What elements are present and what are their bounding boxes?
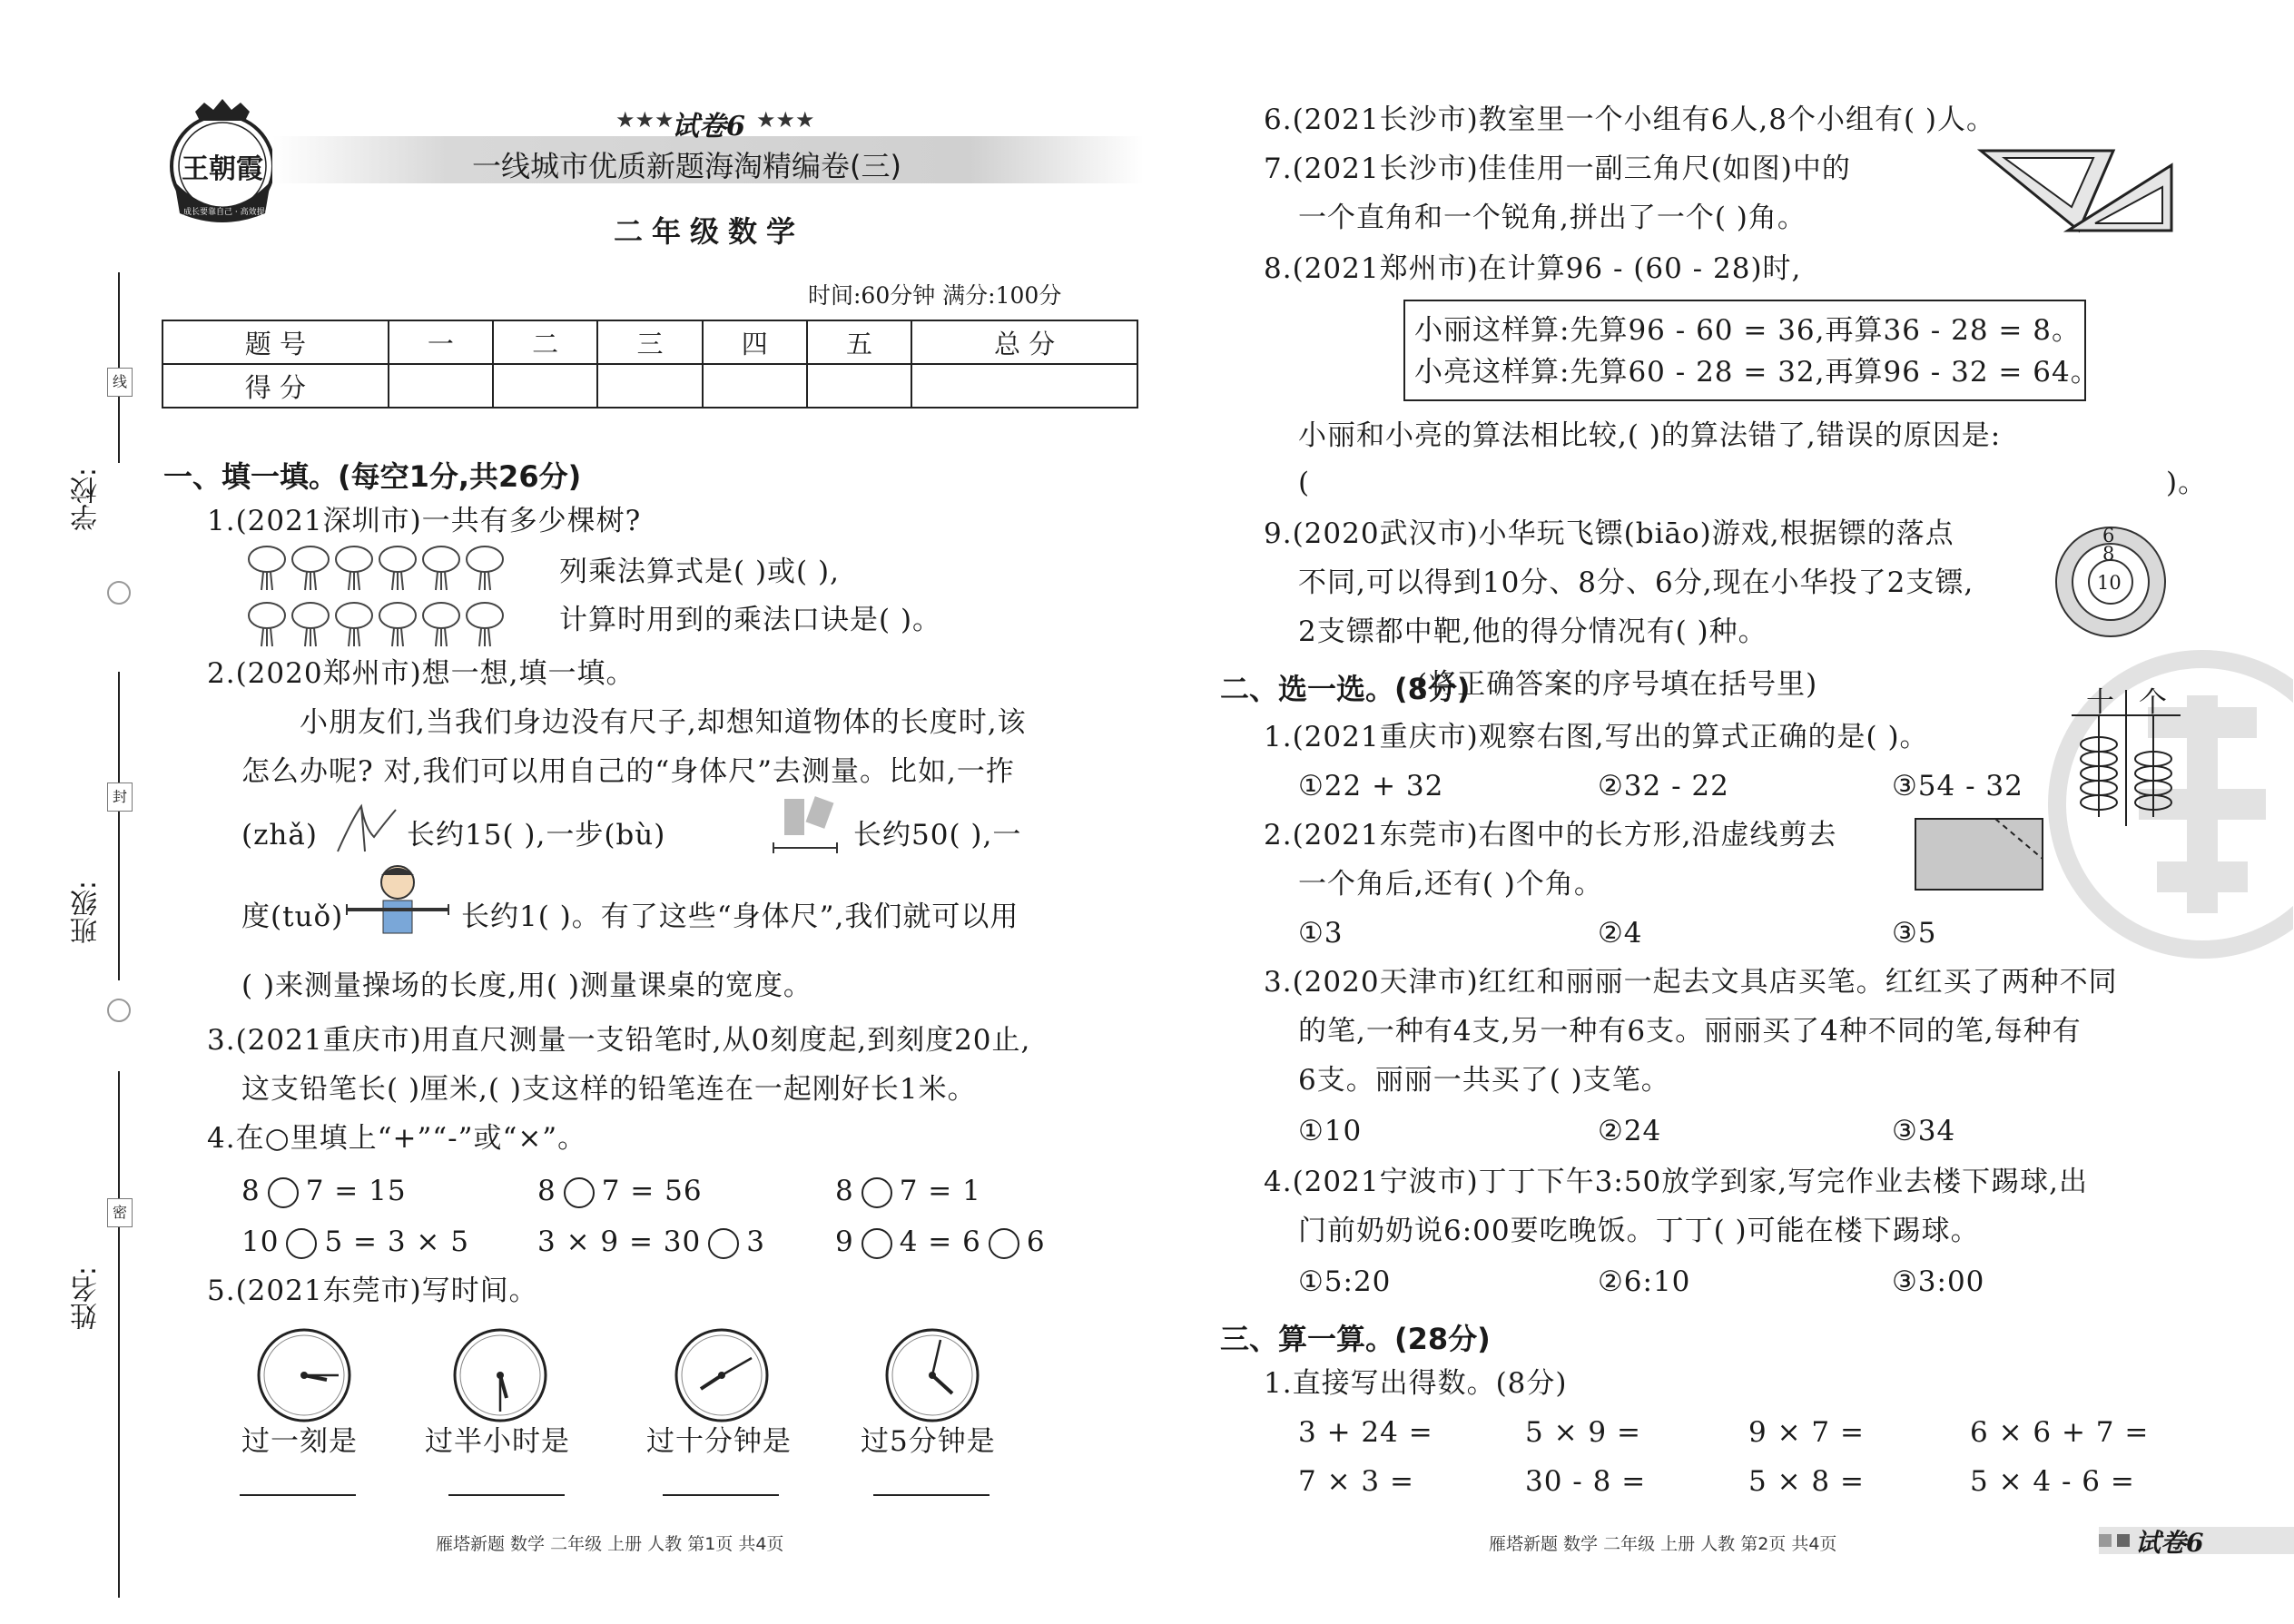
name-label: 姓名: (71, 1266, 103, 1331)
option[interactable]: ③5 (1892, 917, 1937, 950)
operator-circle[interactable] (286, 1228, 317, 1259)
paper-number: 试卷6 (672, 111, 745, 143)
header-stars-left: ★★★ (615, 107, 674, 133)
answer-line[interactable] (448, 1494, 565, 1496)
table-cell: 一 (389, 320, 493, 364)
option[interactable]: ③3:00 (1892, 1265, 1985, 1298)
table-cell: 二 (493, 320, 597, 364)
table-cell: 四 (703, 320, 807, 364)
calc-item: 7 × 3 = (1298, 1465, 1414, 1498)
question-2-para-3b: 长约15( ),一步(bù) (407, 819, 666, 851)
binding-tag-mi: 密 (107, 1198, 133, 1227)
question-8-stem: 8.(2021郑州市)在计算96 - (60 - 28)时, (1264, 252, 1802, 285)
s2-question-4-line-1: 4.(2021宁波市)丁丁下午3:50放学到家,写完作业去楼下踢球,出 (1264, 1166, 2088, 1198)
option[interactable]: ①5:20 (1298, 1265, 1392, 1298)
s2-question-3-line-2: 的笔,一种有4支,另一种有6支。丽丽买了4种不同的笔,每种有 (1298, 1015, 2082, 1048)
question-2-para-2: 怎么办呢? 对,我们可以用自己的“身体尺”去测量。比如,一拃 (241, 755, 1015, 788)
s2-question-3-line-1: 3.(2020天津市)红红和丽丽一起去文具店买笔。红红买了两种不同 (1264, 966, 2118, 999)
question-9-line-1: 9.(2020武汉市)小华玩飞镖(biāo)游戏,根据镖的落点 (1264, 517, 1954, 550)
question-4-stem: 4.在○里填上“+”“-”或“×”。 (207, 1122, 587, 1155)
question-8-paren-left: ( (1298, 467, 1311, 499)
option[interactable]: ①10 (1298, 1115, 1363, 1147)
question-1-line-2: 计算时用到的乘法口诀是( )。 (559, 604, 942, 636)
score-input-cell[interactable] (807, 364, 911, 408)
option[interactable]: ②24 (1598, 1115, 1662, 1147)
q4-item (537, 1224, 765, 1260)
question-9-line-2: 不同,可以得到10分、8分、6分,现在小华投了2支镖, (1298, 566, 1974, 599)
corner-paper-tag: 试卷6 (2135, 1528, 2204, 1558)
target-score-8: 8 (2102, 543, 2115, 565)
answer-line[interactable] (663, 1494, 779, 1496)
formula-xiaoliang: 小亮这样算:先算60 - 28 = 32,再算96 - 32 = 64。 (1414, 356, 2100, 389)
logo-small-text: 成长要靠自己 · 高效提分 (183, 208, 273, 217)
table-cell: 得 分 (162, 364, 389, 408)
calc-item: 30 - 8 = (1525, 1465, 1647, 1498)
q4-operand: 4 = 6 (899, 1225, 981, 1258)
question-3-line-2: 这支铅笔长( )厘米,( )支这样的铅笔连在一起刚好长1米。 (241, 1073, 977, 1106)
question-2-para-3a: (zhǎ) (241, 819, 318, 851)
abacus-label-tens: 十 (2086, 686, 2115, 719)
question-1-stem: 1.(2021深圳市)一共有多少棵树? (207, 505, 642, 537)
q4-item (537, 1173, 703, 1209)
q4-item (835, 1173, 981, 1209)
brand-logo (154, 95, 290, 231)
operator-circle[interactable] (564, 1177, 595, 1208)
question-6: 6.(2021长沙市)教室里一个小组有6人,8个小组有( )人。 (1264, 103, 1995, 136)
s2-question-2-line-1: 2.(2021东莞市)右图中的长方形,沿虚线剪去 (1264, 819, 1837, 851)
s2-question-3-line-3: 6支。丽丽一共买了( )支笔。 (1298, 1064, 1670, 1097)
question-7-line-1: 7.(2021长沙市)佳佳用一副三角尺(如图)中的 (1264, 153, 1851, 185)
s2-question-1: 1.(2021重庆市)观察右图,写出的算式正确的是( )。 (1264, 721, 1929, 753)
footstep-icon (768, 795, 842, 859)
answer-line[interactable] (873, 1494, 989, 1496)
table-cell: 五 (807, 320, 911, 364)
table-cell: 总 分 (911, 320, 1137, 364)
calc-item: 3 + 24 = (1298, 1416, 1433, 1449)
hand-span-icon (334, 801, 399, 859)
score-table (162, 320, 1138, 408)
option[interactable]: ②32 - 22 (1598, 770, 1729, 802)
q4-operand: 3 × 9 = 30 (537, 1225, 702, 1258)
binding-hole-icon (107, 581, 131, 605)
question-1-line-1: 列乘法算式是( )或( ), (559, 556, 840, 588)
school-label: 学校: (71, 468, 103, 532)
trees-illustration (247, 543, 528, 652)
corner-square-icon (2117, 1534, 2130, 1547)
abacus-label-ones: 个 (2139, 686, 2168, 719)
subject-title: 二年级数学 (614, 214, 805, 249)
header-stars-right: ★★★ (756, 107, 815, 133)
question-2-para-3c: 长约50( ),一 (853, 819, 1022, 851)
question-2-para-4a: 度(tuǒ) (241, 901, 344, 933)
table-cell: 题 号 (162, 320, 389, 364)
q4-operand: 8 (537, 1175, 556, 1207)
clock-icon (450, 1325, 550, 1425)
clock-label: 过5分钟是 (861, 1425, 996, 1458)
corner-square-icon (2099, 1534, 2112, 1547)
q4-item (241, 1173, 407, 1209)
score-input-cell[interactable] (703, 364, 807, 408)
paper-title: 一线城市优质新题海淘精编卷(三) (472, 149, 901, 183)
calc-item: 5 × 4 - 6 = (1970, 1465, 2135, 1498)
time-score: 时间:60分钟 满分:100分 (808, 282, 1062, 309)
option[interactable]: ②4 (1598, 917, 1643, 950)
s2-question-4-line-2: 门前奶奶说6:00要吃晚饭。丁丁( )可能在楼下踢球。 (1298, 1215, 1980, 1247)
answer-line[interactable] (240, 1494, 356, 1496)
rectangle-figure (1914, 817, 2046, 893)
score-input-cell[interactable] (597, 364, 702, 408)
question-8-ask: 小丽和小亮的算法相比较,( )的算法错了,错误的原因是: (1298, 419, 2002, 452)
clock-icon (672, 1325, 772, 1425)
q4-operand: 7 = 15 (305, 1175, 407, 1207)
operator-circle[interactable] (861, 1228, 892, 1259)
triangle-rulers-icon (1977, 143, 2177, 234)
question-9-line-3: 2支镖都中靶,他的得分情况有( )种。 (1298, 615, 1767, 648)
section-2-note: (将正确答案的序号填在括号里) (1416, 668, 1818, 701)
q4-operand: 7 = 1 (899, 1175, 981, 1207)
score-table-row (162, 364, 1137, 408)
q4-operand: 9 (835, 1225, 854, 1258)
calc-item: 9 × 7 = (1748, 1416, 1865, 1449)
binding-tag-feng: 封 (107, 782, 133, 812)
q4-operand: 8 (835, 1175, 854, 1207)
clock-label: 过半小时是 (425, 1425, 570, 1458)
table-cell: 三 (597, 320, 702, 364)
q4-item (241, 1224, 469, 1260)
binding-tag-xian: 线 (107, 368, 133, 397)
question-3-line-1: 3.(2021重庆市)用直尺测量一支铅笔时,从0刻度起,到刻度20止, (207, 1024, 1031, 1057)
question-2-para-1: 小朋友们,当我们身边没有尺子,却想知道物体的长度时,该 (300, 706, 1027, 739)
clock-icon (882, 1325, 982, 1425)
class-label: 班级: (71, 881, 103, 945)
arm-span-icon (343, 862, 452, 944)
question-5-stem: 5.(2021东莞市)写时间。 (207, 1275, 538, 1307)
option[interactable]: ①22 + 32 (1298, 770, 1444, 802)
option[interactable]: ②6:10 (1598, 1265, 1691, 1298)
question-7-line-2: 一个直角和一个锐角,拼出了一个( )角。 (1298, 202, 1807, 234)
s2-question-2-line-2: 一个角后,还有( )个角。 (1298, 868, 1603, 901)
s3-question-1: 1.直接写出得数。(8分) (1264, 1367, 1568, 1400)
target-score-10: 10 (2097, 572, 2122, 594)
left-footer: 雁塔新题 数学 二年级 上册 人教 第1页 共4页 (436, 1534, 784, 1554)
q4-operand: 10 (241, 1225, 280, 1258)
option[interactable]: ③34 (1892, 1115, 1956, 1147)
section-3-title: 三、算一算。(28分) (1220, 1322, 1491, 1356)
binding-line (118, 1071, 120, 1598)
q4-operand: 5 = 3 × 5 (324, 1225, 469, 1258)
q4-item (835, 1224, 1046, 1260)
q4-operand: 3 (746, 1225, 765, 1258)
question-2-para-5: ( )来测量操场的长度,用( )测量课桌的宽度。 (241, 969, 812, 1002)
operator-circle[interactable] (708, 1228, 739, 1259)
binding-line (118, 672, 120, 980)
calc-item: 5 × 9 = (1525, 1416, 1641, 1449)
score-input-cell[interactable] (493, 364, 597, 408)
score-table-row (162, 320, 1137, 364)
logo-text: 王朝霞 (182, 153, 263, 185)
target-score-6: 6 (2102, 525, 2115, 546)
option[interactable]: ③54 - 32 (1892, 770, 2023, 802)
question-8-paren-right: )。 (2166, 467, 2208, 499)
question-2-stem: 2.(2020郑州市)想一想,填一填。 (207, 657, 635, 690)
operator-circle[interactable] (268, 1177, 299, 1208)
clock-icon (254, 1325, 354, 1425)
clock-label: 过一刻是 (241, 1425, 358, 1458)
binding-hole-icon (107, 999, 131, 1022)
option[interactable]: ①3 (1298, 917, 1344, 950)
section-2-title: 二、选一选。(8分) (1220, 672, 1471, 706)
formula-xiaoli: 小丽这样算:先算96 - 60 = 36,再算36 - 28 = 8。 (1414, 314, 2081, 347)
score-input-cell[interactable] (911, 364, 1137, 408)
q4-operand: 6 (1026, 1225, 1046, 1258)
calc-item: 6 × 6 + 7 = (1970, 1416, 2150, 1449)
clock-label: 过十分钟是 (646, 1425, 792, 1458)
question-2-para-4b: 长约1( )。有了这些“身体尺”,我们就可以用 (461, 901, 1019, 933)
calc-item: 5 × 8 = (1748, 1465, 1865, 1498)
operator-circle[interactable] (989, 1228, 1019, 1259)
score-input-cell[interactable] (389, 364, 493, 408)
q4-operand: 7 = 56 (601, 1175, 703, 1207)
q4-operand: 8 (241, 1175, 261, 1207)
right-footer: 雁塔新题 数学 二年级 上册 人教 第2页 共4页 (1489, 1534, 1837, 1554)
section-1-title: 一、填一填。(每空1分,共26分) (163, 459, 582, 494)
operator-circle[interactable] (861, 1177, 892, 1208)
